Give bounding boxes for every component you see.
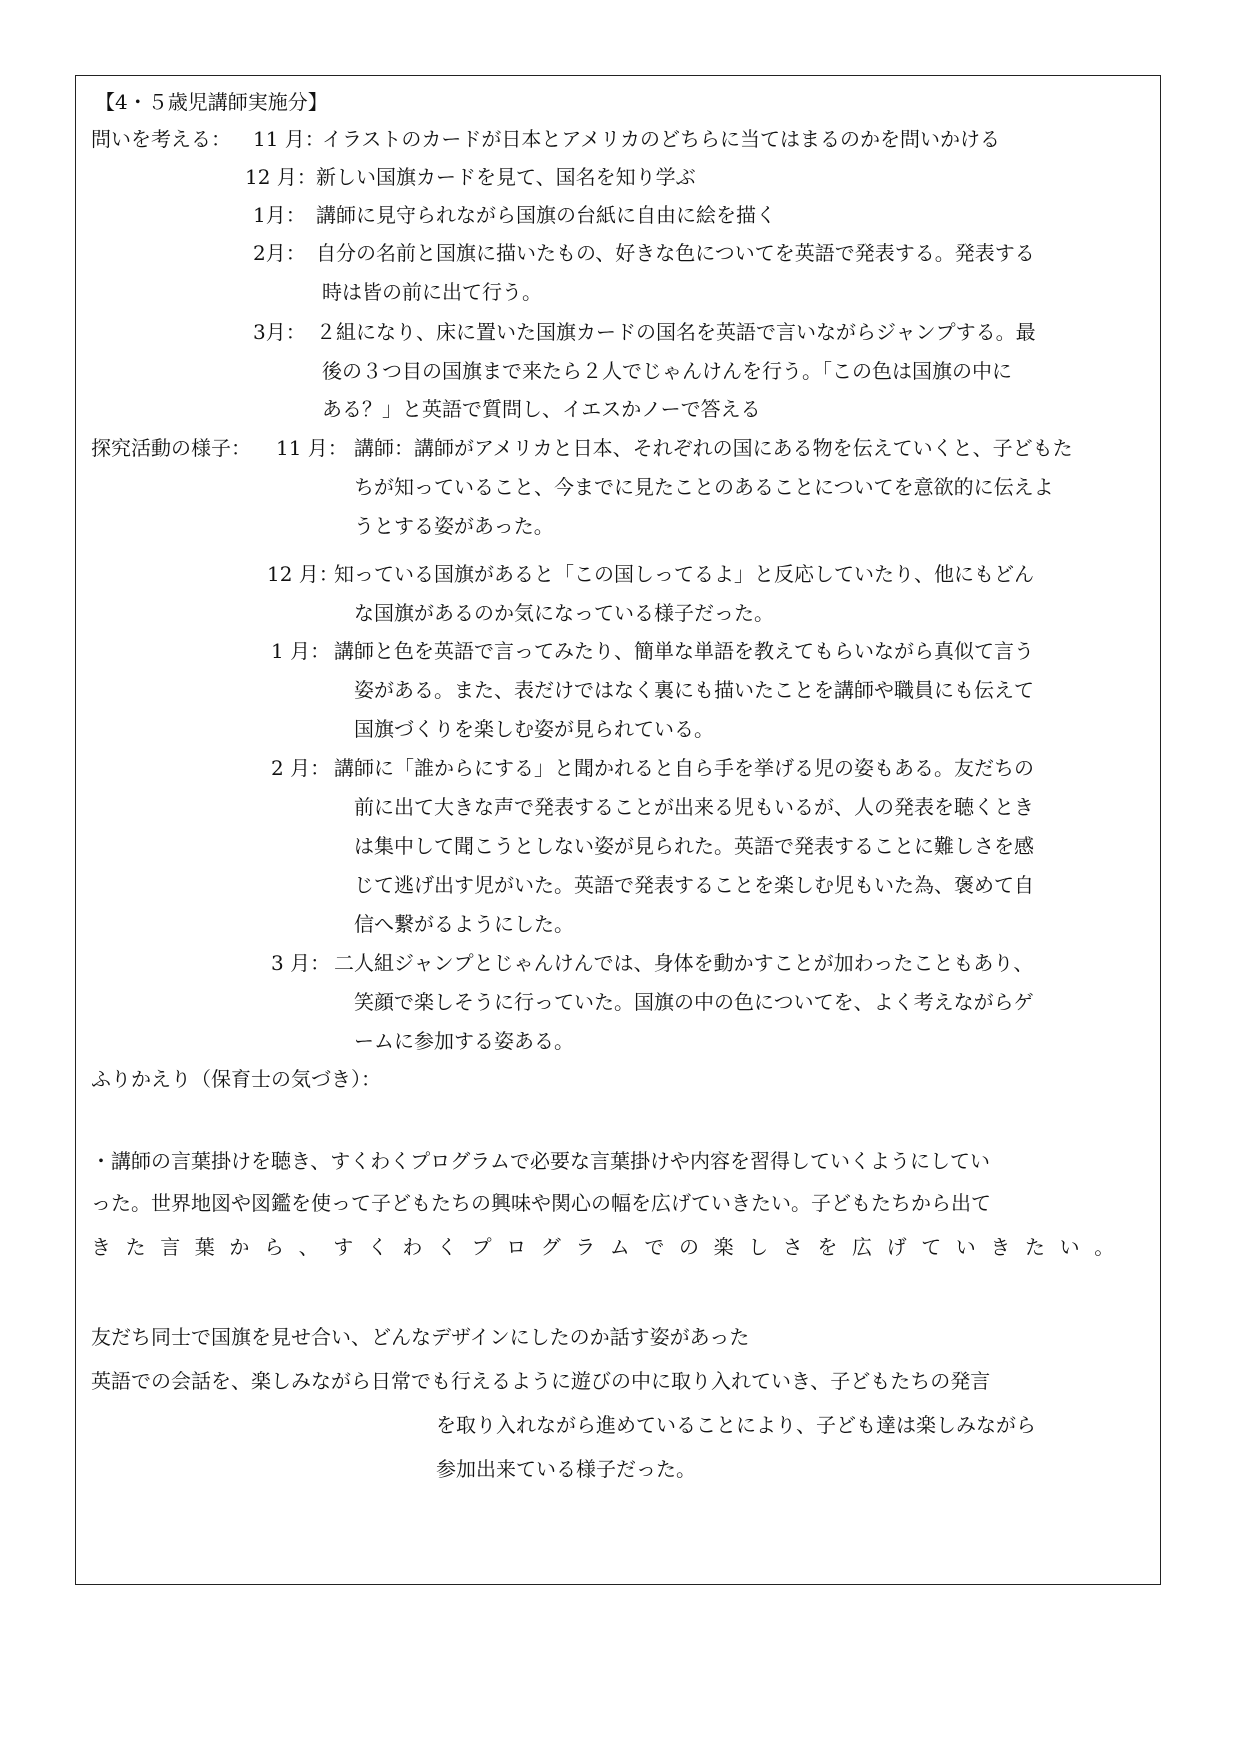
questions-label: 問いを考える： — [91, 127, 231, 151]
activity-text: 講師に「誰からにする」と聞かれると自ら手を挙げる児の姿もある。友だちの — [334, 756, 1034, 780]
activity-text: 二人組ジャンプとじゃんけんでは、身体を動かすことが加わったこともあり、 — [334, 951, 1034, 975]
activity-month: 12 月： — [267, 562, 339, 586]
activity-text: は集中して聞こうとしない姿が見られた。英語で発表することに難しさを感 — [354, 834, 1034, 858]
questions-text: 自分の名前と国旗に描いたもの、好きな色についてを英語で発表する。発表する — [316, 241, 1035, 265]
questions-text: 新しい国旗カードを見て、国名を知り学ぶ — [316, 165, 696, 189]
reflection-text: ・講師の言葉掛けを聴き、すくわくプログラムで必要な言葉掛けや内容を習得していくようにしてい — [91, 1149, 990, 1173]
content-frame — [75, 75, 1161, 1585]
activity-text: 国旗づくりを楽しむ姿が見られている。 — [354, 717, 714, 741]
questions-text: 講師に見守られながら国旗の台紙に自由に絵を描く — [316, 203, 776, 227]
activity-text: 姿がある。また、表だけではなく裏にも描いたことを講師や職員にも伝えて — [354, 678, 1034, 702]
reflection-text: 友だち同士で国旗を見せ合い、どんなデザインにしたのか話す姿があった — [91, 1325, 750, 1349]
reflection-text: 英語での会話を、楽しみながら日常でも行えるように遊びの中に取り入れていき、子どもたちの発言 — [91, 1369, 991, 1393]
activity-text: 前に出て大きな声で発表することが出来る児もいるが、人の発表を聴くとき — [354, 795, 1034, 819]
activity-text: な国旗があるのか気になっている様子だった。 — [354, 601, 774, 625]
reflection-text: 参加出来ている様子だった。 — [436, 1457, 696, 1481]
activity-month: 1 月： — [271, 639, 331, 663]
reflection-text: った。世界地図や図鑑を使って子どもたちの興味や関心の幅を広げていきたい。子どもたちから出て — [91, 1191, 991, 1215]
questions-text: 時は皆の前に出て行う。 — [322, 280, 542, 304]
activity-text: 信へ繋がるようにした。 — [354, 912, 574, 936]
questions-text: ある？」と英語で質問し、イエスかノーで答える — [322, 397, 761, 421]
activity-text: 講師：講師がアメリカと日本、それぞれの国にある物を伝えていくと、子どもた — [354, 436, 1073, 460]
questions-text: イラストのカードが日本とアメリカのどちらに当てはまるのかを問いかける — [322, 127, 1000, 151]
reflection-label: ふりかえり（保育士の気づき）： — [91, 1067, 381, 1091]
questions-month: 1月： — [253, 203, 306, 227]
questions-month: 11 月： — [253, 127, 325, 151]
questions-month: 12 月： — [245, 165, 317, 189]
activity-month: 11 月： — [276, 436, 348, 460]
activity-label: 探究活動の様子： — [91, 436, 251, 460]
section-title: 【4・５歳児講師実施分】 — [95, 90, 328, 114]
questions-text: 後の３つ目の国旗まで来たら２人でじゃんけんを行う。「この色は国旗の中に — [322, 359, 1012, 383]
activity-text: 講師と色を英語で言ってみたり、簡単な単語を教えてもらいながら真似て言う — [334, 639, 1034, 663]
activity-text: ームに参加する姿ある。 — [354, 1029, 574, 1053]
activity-text: 知っている国旗があると「この国しってるよ」と反応していたり、他にもどん — [334, 562, 1034, 586]
reflection-text: きた言葉から、すくわくプログラムでの楽しさを広げていきたい。 — [91, 1235, 1129, 1259]
activity-text: ちが知っていること、今までに見たことのあることについてを意欲的に伝えよ — [354, 475, 1054, 499]
activity-month: 2 月： — [271, 756, 331, 780]
activity-text: 笑顔で楽しそうに行っていた。国旗の中の色についてを、よく考えながらゲ — [354, 990, 1034, 1014]
reflection-text: を取り入れながら進めていることにより、子ども達は楽しみながら — [436, 1413, 1036, 1437]
questions-month: 3月： — [253, 320, 306, 344]
activity-text: うとする姿があった。 — [354, 514, 554, 538]
questions-text: ２組になり、床に置いた国旗カードの国名を英語で言いながらジャンプする。最 — [316, 320, 1036, 344]
activity-text: じて逃げ出す児がいた。英語で発表することを楽しむ児もいた為、褒めて自 — [354, 873, 1034, 897]
activity-month: 3 月： — [271, 951, 331, 975]
questions-month: 2月： — [253, 241, 306, 265]
